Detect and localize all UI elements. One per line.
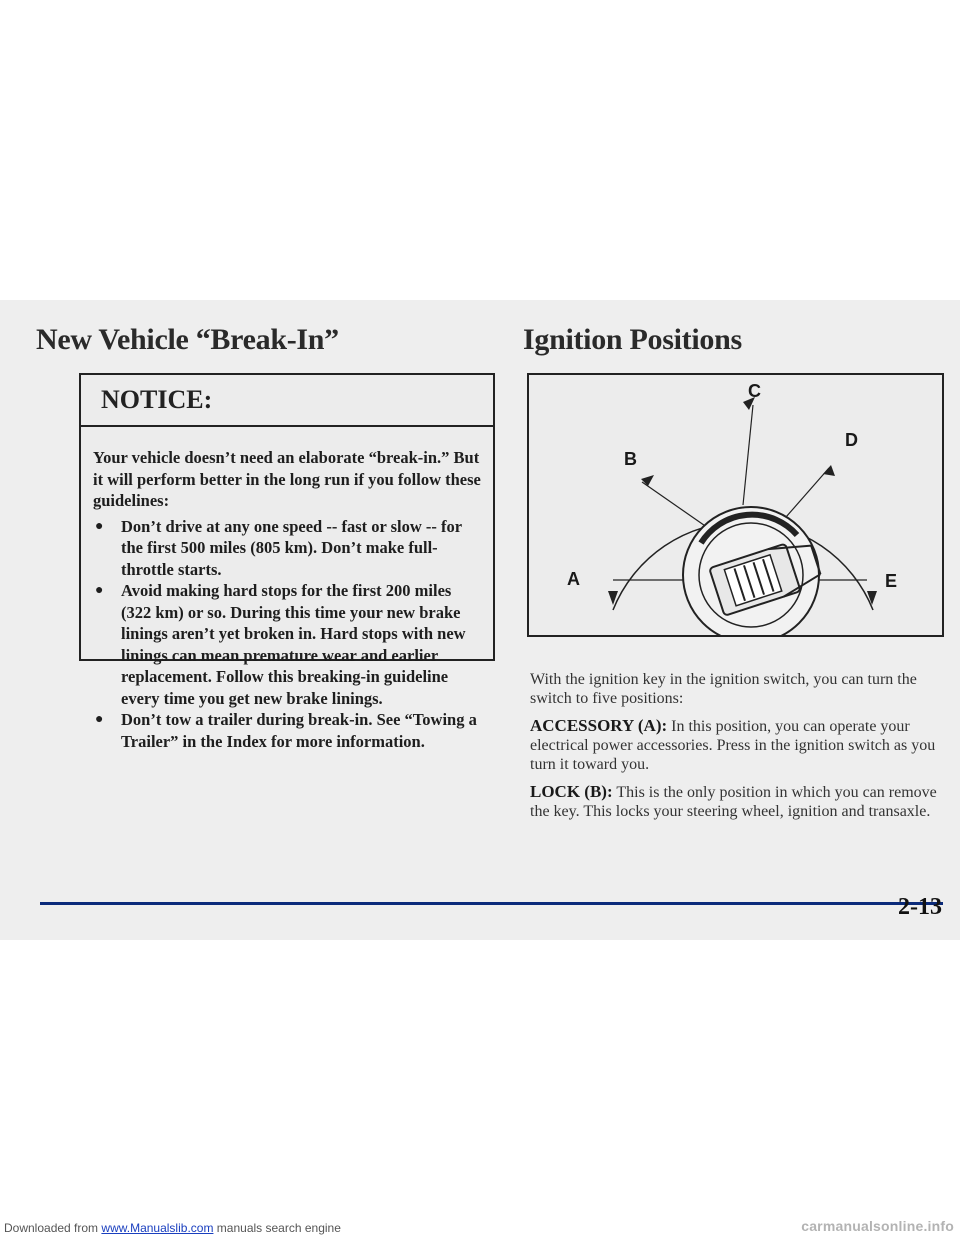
notice-item: [93, 516, 481, 581]
download-footer: [4, 1221, 341, 1235]
arrow-d-icon: [823, 465, 835, 476]
text-accessory: In this position, you can operate your electrical power accessories. Press in the ignition switch as you turn it toward you.: [530, 718, 936, 773]
notice-box: [79, 373, 495, 751]
ignition-description: [530, 670, 946, 829]
notice-intro: Your vehicle doesn’t need an elaborate “break-in.” But it will perform better in the long run if you follow these guidelines:: [93, 448, 481, 510]
label-d: D: [845, 430, 858, 450]
position-line-b: [642, 482, 711, 530]
watermark: carmanualsonline.info: [801, 1218, 954, 1234]
label-c: C: [748, 381, 761, 401]
footer-suffix: manuals search engine: [216, 1221, 341, 1235]
term-accessory: ACCESSORY (A):: [530, 716, 668, 735]
bullet-icon: ●: [95, 583, 104, 598]
bullet-icon: ●: [95, 518, 104, 534]
notice-item: [93, 580, 481, 709]
notice-title: NOTICE:: [81, 375, 493, 427]
arrow-b-icon: [641, 475, 654, 486]
notice-item-text: Don’t tow a trailer during break-in. See “Towing a Trailer” in the Index for more information.: [121, 710, 477, 751]
ignition-item-accessory: [530, 716, 946, 774]
notice-item-text: Don’t drive at any one speed -- fast or slow -- for the first 500 miles (805 km). Don’t make full-throttle starts.: [121, 516, 462, 579]
footer-rule: [40, 902, 943, 905]
ignition-item-lock: [530, 782, 946, 821]
position-line-c: [743, 405, 753, 505]
notice-item: [93, 709, 481, 752]
manualslib-link[interactable]: www.Manualslib.com: [101, 1221, 214, 1235]
text-lock: This is the only position in which you can remove the key. This locks your steering wheel, ignition and transaxle.: [530, 784, 937, 820]
section-heading-ignition: Ignition Positions: [523, 323, 742, 356]
ignition-diagram: [527, 373, 944, 637]
notice-item-text: Avoid making hard stops for the first 200 miles (322 km) or so. During this time your new brake linings aren’t yet broken in. Hard stops with new linings can mean premature wear and earlier replacement. Follow this breaking-in guideline every time you get new brake linings.: [121, 581, 466, 708]
footer-prefix: Downloaded from: [4, 1221, 99, 1235]
ignition-switch-illustration: [529, 375, 942, 635]
arrow-e-icon: [867, 591, 877, 605]
page-number: 2-13: [898, 894, 942, 920]
label-a: A: [567, 569, 580, 589]
label-e: E: [885, 571, 898, 591]
ignition-intro: With the ignition key in the ignition switch, you can turn the switch to five positions:: [530, 671, 917, 707]
label-b: B: [624, 449, 637, 469]
bullet-icon: ●: [95, 712, 104, 727]
section-heading-break-in: New Vehicle “Break-In”: [36, 323, 339, 356]
notice-list: [93, 516, 481, 753]
notice-body: [81, 427, 493, 752]
term-lock: LOCK (B):: [530, 782, 613, 801]
